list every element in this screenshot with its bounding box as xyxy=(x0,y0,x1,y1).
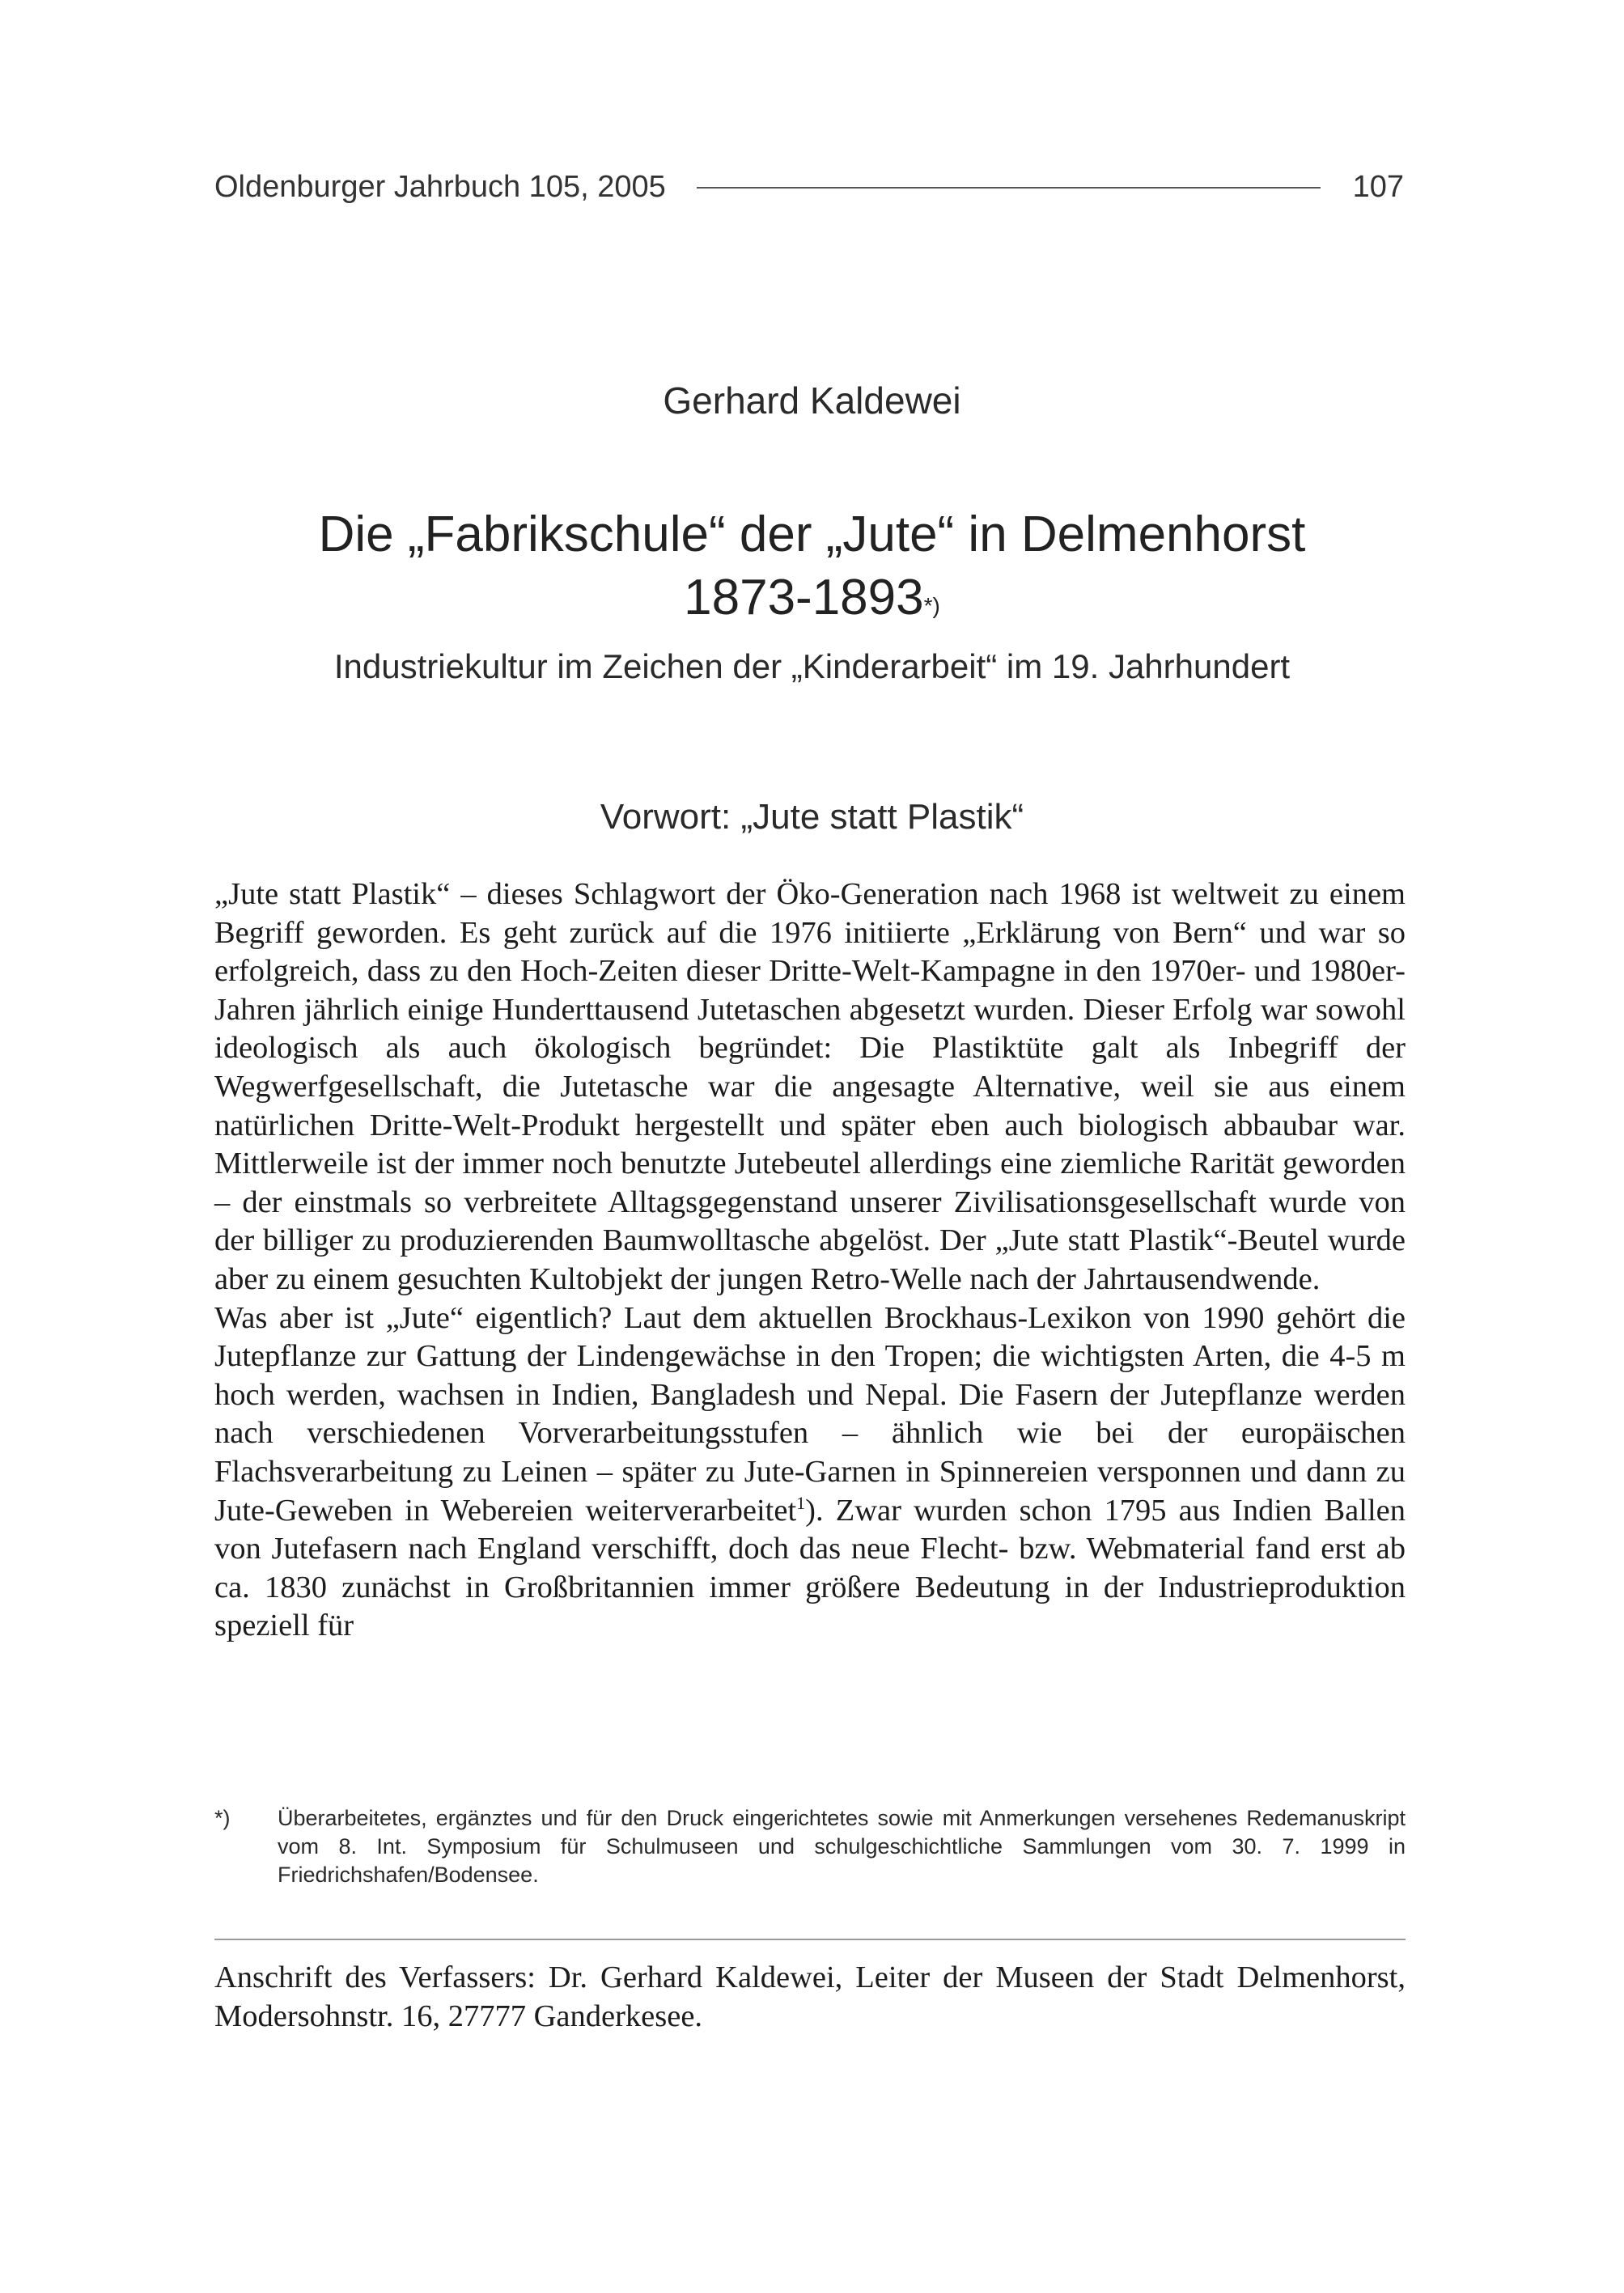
author-address: Anschrift des Verfassers: Dr. Gerhard Kaldewei, Leiter der Museen der Stadt Delmenhorst, Modersohnstr. 16, 27777 Ganderkesee. xyxy=(214,1960,1406,2033)
journal-title: Oldenburger Jahrbuch 105, 2005 xyxy=(214,170,666,204)
body-text xyxy=(214,875,1406,1646)
paragraph-1: „Jute statt Plastik“ – dieses Schlagwort der Öko-Generation nach 1968 ist weltweit zu einem Begriff geworden. Es geht zurück auf die 1976 initiierte „Erklärung von Bern“ und war so erfolgreich, dass zu den Hoch-Zeiten dieser Dritte-Welt-Kampagne in den 1970er- und 1980er-Jahren jährlich einige Hunderttausend Jutetaschen abgesetzt wurden. Dieser Erfolg war sowohl ideologisch als auch ökologisch begründet: Die Plastiktüte galt als Inbegriff der Wegwerfgesellschaft, die Jutetasche war die angesagte Alternative, weil sie aus einem natürlichen Dritte-Welt-Produkt hergestellt und später eben auch biologisch abbaubar war. Mittlerweile ist der immer noch benutzte Jutebeutel allerdings eine ziemliche Rarität geworden – der einstmals so verbreitete Alltagsgegenstand unserer Zivilisationsgesellschaft wurde von der billiger zu produzierenden Baumwolltasche abgelöst. Der „Jute statt Plastik“-Beutel wurde aber zu einem gesuchten Kultobjekt der jungen Retro-Welle nach der Jahrtausendwende. xyxy=(214,877,1406,1296)
article-title xyxy=(0,503,1624,629)
section-heading: Vorwort: „Jute statt Plastik“ xyxy=(600,797,1024,837)
footnote xyxy=(214,1804,1406,1889)
title-years: 1873-1893 xyxy=(684,570,924,625)
footnote-text: Überarbeitetes, ergänztes und für den Druck eingerichtetes sowie mit Anmerkungen versehenes Redemanuskript vom 8. Int. Symposium für Schulmuseen und schulgeschichtliche Sammlungen vom 30. 7. 1999 in Friedrichshafen/Bodensee. xyxy=(278,1806,1406,1887)
title-footnote-mark: *) xyxy=(923,593,940,618)
footnote-mark: *) xyxy=(214,1806,231,1830)
running-header xyxy=(214,170,1404,205)
header-rule xyxy=(697,187,1321,189)
paragraph-2 xyxy=(214,1299,1406,1646)
article-subtitle: Industriekultur im Zeichen der „Kinderarbeit“ im 19. Jahrhundert xyxy=(333,647,1291,685)
paragraph-2-part-a: Was aber ist „Jute“ eigentlich? Laut dem aktuellen Brockhaus-Lexikon von 1990 gehört die Jutepflanze zur Gattung der Lindengewächse in den Tropen; die wichtigsten Arten, die 4-5 m hoch werden, wachsen in Indien, Bangladesh und Nepal. Die Fasern der Jutepflanze werden nach verschiedenen Vorverarbeitungsstufen – ähnlich wie bei der europäischen Flachsverarbeitung zu Leinen – später zu Jute-Garnen in Spinnereien versponnen und dann zu Jute-Geweben in Webereien weiterverarbeitet xyxy=(214,1300,1406,1528)
footer-divider xyxy=(214,1939,1406,1940)
page-number: 107 xyxy=(1352,170,1404,204)
author-name: Gerhard Kaldewei xyxy=(663,379,961,422)
paragraph-2-part-b: ). Zwar wurden schon 1795 aus Indien Ballen von Jutefasern nach England verschifft, doch das neue Flecht- bzw. Webmaterial fand erst ab ca. 1830 zunächst in Großbritannien immer größere Bedeutung in der Industrieproduktion speziell für xyxy=(214,1493,1406,1643)
endnote-reference: 1 xyxy=(796,1492,806,1513)
title-line-1: Die „Fabrikschule“ der „Jute“ in Delmenhorst xyxy=(318,506,1306,562)
title-line-2 xyxy=(0,566,1624,629)
